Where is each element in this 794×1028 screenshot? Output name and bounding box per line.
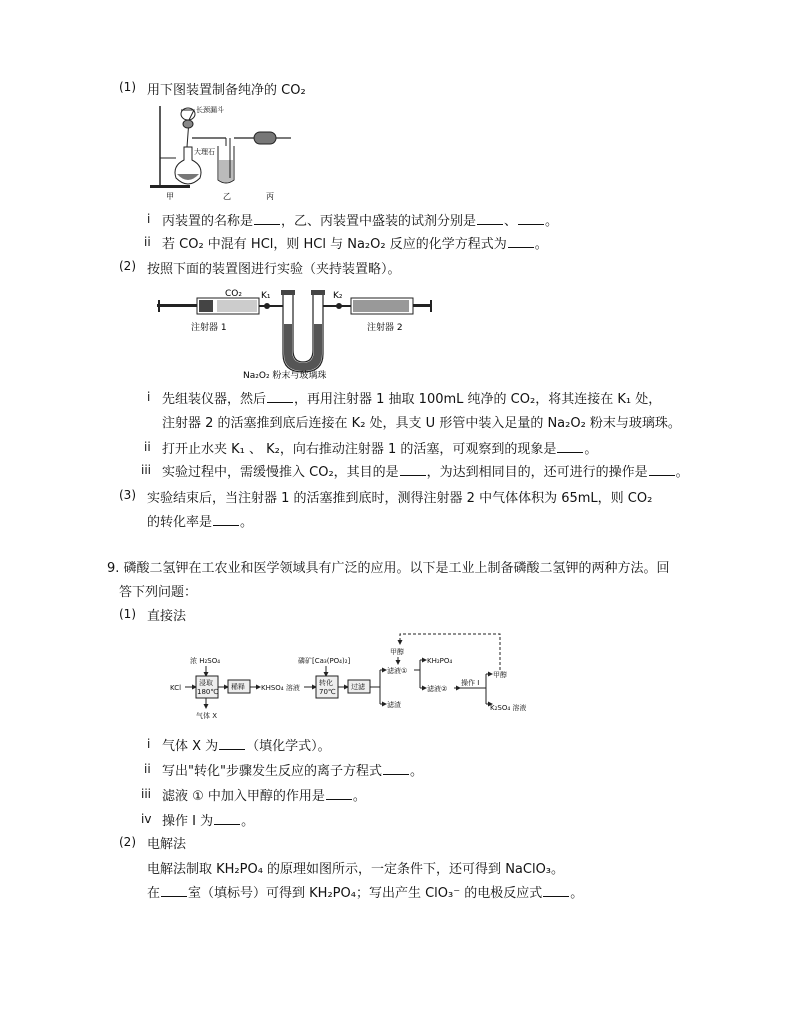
question-line: 电解法制取 KH₂PO₄ 的原理如图所示，一定条件下，还可得到 NaClO₃。 bbox=[147, 862, 565, 877]
question-line: 实验结束后，当注射器 1 的活塞推到底时，测得注射器 2 中气体体积为 65mL，则 CO₂ bbox=[147, 491, 653, 506]
k1-label: K₁ bbox=[261, 291, 271, 301]
sub-label: ii bbox=[144, 762, 151, 776]
part-text: 按照下面的装置图进行实验（夹持装置略）。 bbox=[147, 262, 401, 277]
marble-label: 大理石 bbox=[194, 148, 215, 156]
question-stem: 9. 磷酸二氢钾在工农业和医学领域具有广泛的应用。以下是工业上制备磷酸二氢钾的两种方法。回 bbox=[107, 561, 670, 576]
answer-blank[interactable] bbox=[383, 763, 409, 775]
part-number: (1) bbox=[119, 80, 136, 94]
sub-label: iii bbox=[141, 463, 152, 477]
question-line: 在 室（填标号）可得到 KH₂PO₄；写出产生 ClO₃⁻ 的电极反应式 。 bbox=[147, 886, 584, 901]
question-line: 气体 X 为 （填化学式）。 bbox=[162, 739, 331, 754]
gas-x-label: 气体 X bbox=[196, 712, 218, 720]
part-text: 用下图装置制备纯净的 CO₂ bbox=[147, 83, 306, 98]
answer-blank[interactable] bbox=[518, 213, 544, 225]
question-line: 的转化率是 。 bbox=[147, 515, 254, 530]
kh2po4-label: KH₂PO₄ bbox=[427, 657, 453, 665]
answer-blank[interactable] bbox=[649, 464, 675, 476]
answer-blank[interactable] bbox=[557, 441, 583, 453]
question-line: 操作 I 为 。 bbox=[162, 814, 255, 829]
khso4-label: KHSO₄ 溶液 bbox=[261, 684, 300, 692]
box1-a: 浸取 bbox=[199, 679, 213, 687]
label-jia: 甲 bbox=[166, 192, 174, 201]
kcl-label: KCl bbox=[170, 684, 182, 692]
question-line: 若 CO₂ 中混有 HCl，则 HCl 与 Na₂O₂ 反应的化学方程式为 。 bbox=[162, 237, 548, 252]
op1-label: 操作 I bbox=[461, 679, 480, 687]
filtrate2-label: 滤液② bbox=[427, 685, 448, 693]
co2-apparatus-figure bbox=[146, 102, 296, 202]
question-line: 打开止水夹 K₁ 、 K₂，向右推动注射器 1 的活塞，可观察到的现象是 。 bbox=[162, 442, 598, 457]
sub-label: iv bbox=[141, 812, 152, 826]
sub-label: ii bbox=[144, 440, 151, 454]
part-number: (3) bbox=[119, 488, 136, 502]
syringe-apparatus-figure bbox=[155, 284, 435, 380]
answer-blank[interactable] bbox=[477, 213, 503, 225]
sub-label: i bbox=[147, 737, 151, 751]
residue-label: 滤渣 bbox=[387, 701, 401, 709]
box4: 过滤 bbox=[351, 683, 365, 691]
question-line: 滤液 ① 中加入甲醇的作用是 。 bbox=[162, 789, 366, 804]
ore-label: 磷矿[Ca₃(PO₄)₂] bbox=[298, 657, 351, 665]
part-number: (1) bbox=[119, 607, 136, 621]
co2-label: CO₂ bbox=[225, 289, 242, 299]
syringe2-label: 注射器 2 bbox=[367, 323, 403, 333]
part-title: 直接法 bbox=[147, 609, 187, 624]
h2so4-label: 浓 H₂SO₄ bbox=[190, 657, 221, 665]
syringe1-label: 注射器 1 bbox=[191, 323, 227, 333]
k2so4-label: K₂SO₄ 溶液 bbox=[490, 704, 527, 712]
sub-label: ii bbox=[144, 235, 151, 249]
label-yi: 乙 bbox=[223, 192, 231, 201]
answer-blank[interactable] bbox=[400, 464, 426, 476]
question-line: 写出"转化"步骤发生反应的离子方程式 。 bbox=[162, 764, 423, 779]
answer-blank[interactable] bbox=[213, 514, 239, 526]
answer-blank[interactable] bbox=[214, 813, 240, 825]
question-stem: 答下列问题： bbox=[119, 585, 198, 600]
answer-blank[interactable] bbox=[508, 236, 534, 248]
box1-b: 180℃ bbox=[197, 688, 219, 696]
question-line: 丙装置的名称是 ，乙、丙装置中盛装的试剂分别是 、 。 bbox=[162, 214, 559, 229]
answer-blank[interactable] bbox=[161, 885, 187, 897]
methanol1-label: 甲醇 bbox=[390, 648, 404, 656]
box3-b: 70℃ bbox=[319, 688, 336, 696]
funnel-label: 长颈漏斗 bbox=[196, 106, 224, 114]
answer-blank[interactable] bbox=[219, 738, 245, 750]
question-line: 先组装仪器，然后 ，再用注射器 1 抽取 100mL 纯净的 CO₂，将其连接在 K₁ 处， bbox=[162, 392, 662, 407]
k2-label: K₂ bbox=[333, 291, 343, 301]
filtrate1-label: 滤液① bbox=[387, 667, 408, 675]
sub-label: i bbox=[147, 390, 151, 404]
sub-label: iii bbox=[141, 787, 152, 801]
part-number: (2) bbox=[119, 259, 136, 273]
methanol2-label: 甲醇 bbox=[493, 671, 507, 679]
label-bing: 丙 bbox=[266, 192, 274, 201]
question-line: 注射器 2 的活塞推到底后连接在 K₂ 处，具支 U 形管中装入足量的 Na₂O₂ 粉末与玻璃珠。 bbox=[162, 416, 681, 431]
part-title: 电解法 bbox=[147, 837, 187, 852]
question-line: 实验过程中，需缓慢推入 CO₂，其目的是 ，为达到相同目的，还可进行的操作是 。 bbox=[162, 465, 689, 480]
answer-blank[interactable] bbox=[543, 885, 569, 897]
answer-blank[interactable] bbox=[267, 391, 293, 403]
answer-blank[interactable] bbox=[326, 788, 352, 800]
box3-a: 转化 bbox=[319, 679, 333, 687]
answer-blank[interactable] bbox=[254, 213, 280, 225]
sub-label: i bbox=[147, 212, 151, 226]
part-number: (2) bbox=[119, 835, 136, 849]
powder-label: Na₂O₂ 粉末与玻璃珠 bbox=[243, 371, 327, 380]
box2: 稀释 bbox=[231, 683, 245, 691]
process-flowchart bbox=[168, 630, 560, 722]
